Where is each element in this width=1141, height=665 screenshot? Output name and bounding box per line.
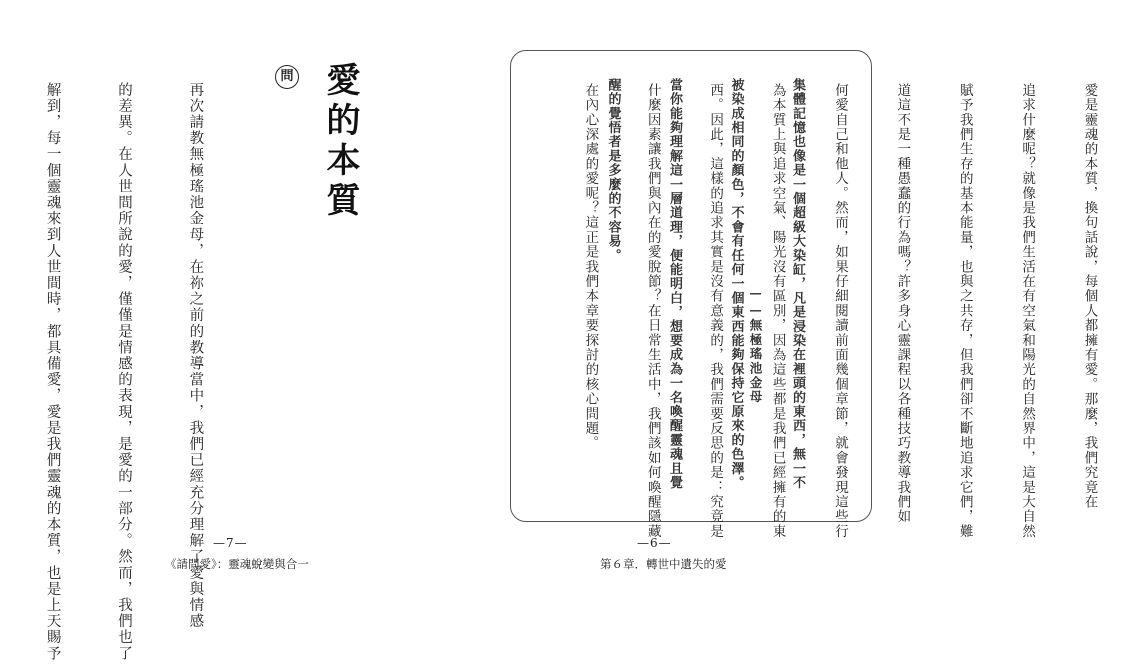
paragraph-line: 什麼因素讓我們與內在的愛脫節？在日常生活中，我們該如何喚醒隱藏 [644,83,661,539]
page-number: —7— [213,536,248,550]
paragraph-line: 為本質上與追求空氣、陽光沒有區別，因為這些都是我們已經擁有的東 [769,83,786,539]
quote-line: 醒的覺悟者是多麼的不容易。 [605,78,621,263]
paragraph-line: 道這不是一種愚蠢的行為嗎？許多身心靈課程以各種技巧教導我們如 [894,83,911,524]
quote-line: 當你能夠理解這一層道理，便能明白，想要成為一名喚醒靈魂且覺 [667,78,682,490]
quote-line: 集體記憶也像是一個超級大染缸，凡是浸染在裡頭的東西，無一不 [790,78,805,490]
quote-line: 被染成相同的顏色，不會有任何一個東西能夠保持它原來的色澤。 [728,78,744,490]
paragraph-line: 何愛自己和他人。然而，如果仔細閱讀前面幾個章節，就會發現這些行 [831,83,848,539]
page-number: —6— [637,536,672,550]
right-body-text [538,83,1141,539]
running-footer: 第６章．轉世中遺失的愛 [600,557,727,571]
paragraph-line: 賦予我們生存的基本能量，也與之共存，但我們卻不斷地追求它們，難 [956,83,973,539]
paragraph-line: 追求什麼呢？就像是我們生活在有空氣和陽光的自然界中，這是大自然 [1019,83,1036,539]
chapter-title: 愛的本質 [320,62,360,222]
paragraph-line: 的差異。在人世間所說的愛，僅僅是情感的表現，是愛的一部分。然而，我們也了 [116,82,133,662]
paragraph-line: 愛是靈魂的本質，換句話說，每個人都擁有愛。那麼，我們究竟在 [1081,83,1098,510]
question-badge: 問 [275,65,299,89]
paragraph-line: 西。因此，這樣的追求其實是沒有意義的，我們需要反思的是：究竟是 [707,83,724,539]
running-footer: 《請問愛》：靈魂蛻變與合一 [165,557,309,571]
paragraph-line: 解到，每一個靈魂來到人世間時，都具備愛，愛是我們靈魂的本質，也是上天賜予 [44,82,61,662]
quote-attribution: ——無極瑤池金母 [748,285,763,405]
paragraph-line: 在內心深處的愛呢？這正是我們本章要探討的核心問題。 [582,83,599,451]
paragraph-line: 再次請教無極瑤池金母，在祢之前的教導當中，我們已經充分理解了愛與情感 [187,82,204,630]
